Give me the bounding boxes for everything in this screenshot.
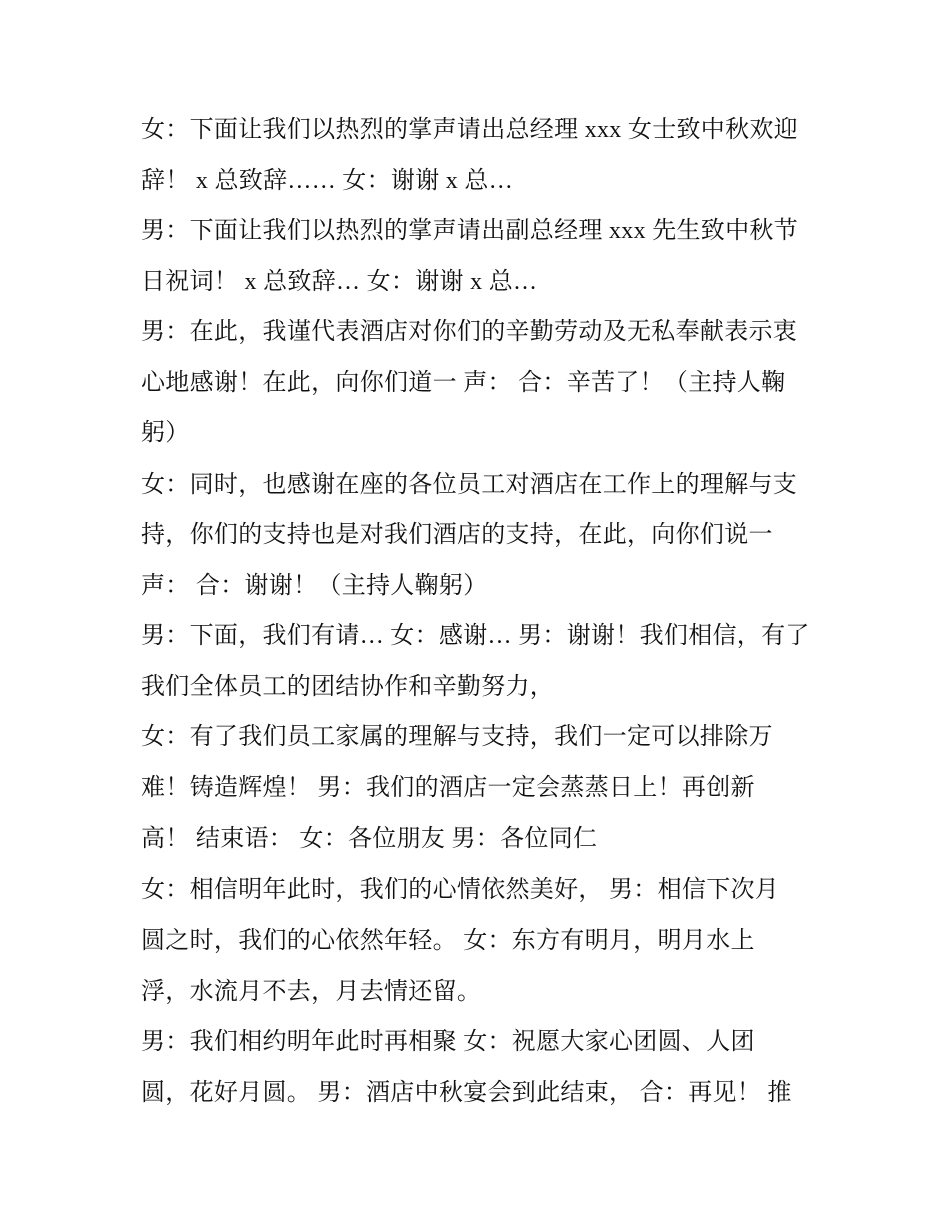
- text-line: 圆，花好月圆。 男：酒店中秋宴会到此结束， 合：再见！ 推: [141, 1080, 792, 1106]
- text-line: 男：下面让我们以热烈的掌声请出副总经理 xxx 先生致中秋节: [141, 218, 798, 244]
- text-line: 高！ 结束语： 女：各位朋友 男：各位同仁: [141, 826, 598, 852]
- text-line: 我们全体员工的团结协作和辛勤努力，: [141, 674, 555, 700]
- text-line: 持，你们的支持也是对我们酒店的支持，在此，向你们说一: [141, 522, 773, 548]
- text-line: 女：同时，也感谢在座的各位员工对酒店在工作上的理解与支: [141, 472, 798, 498]
- text-line: 心地感谢！在此，向你们道一 声： 合：辛苦了！（主持人鞠: [141, 370, 786, 396]
- text-line: 女：有了我们员工家属的理解与支持，我们一定可以排除万: [141, 724, 773, 750]
- text-line: 日祝词！ x 总致辞… 女：谢谢 x 总…: [141, 269, 538, 295]
- text-line: 难！铸造辉煌！ 男：我们的酒店一定会蒸蒸日上！再创新: [141, 775, 755, 801]
- text-line: 女：相信明年此时，我们的心情依然美好， 男：相信下次月: [141, 877, 780, 903]
- text-line: 男：我们相约明年此时再相聚 女：祝愿大家心团圆、人团: [141, 1029, 755, 1055]
- text-line: 男：在此，我谨代表酒店对你们的辛勤劳动及无私奉献表示衷: [141, 319, 798, 345]
- text-line: 男：下面，我们有请… 女：感谢… 男：谢谢！我们相信，有了: [141, 623, 810, 649]
- text-line: 女：下面让我们以热烈的掌声请出总经理 xxx 女士致中秋欢迎: [141, 117, 798, 143]
- text-line: 圆之时，我们的心依然年轻。 女：东方有明月，明月水上: [141, 928, 755, 954]
- text-line: 浮，水流月不去，月去情还留。: [141, 979, 482, 1005]
- text-line: 躬）: [141, 420, 190, 446]
- text-line: 辞！ x 总致辞…… 女：谢谢 x 总…: [141, 168, 513, 194]
- text-line: 声： 合：谢谢！（主持人鞠躬）: [141, 573, 488, 599]
